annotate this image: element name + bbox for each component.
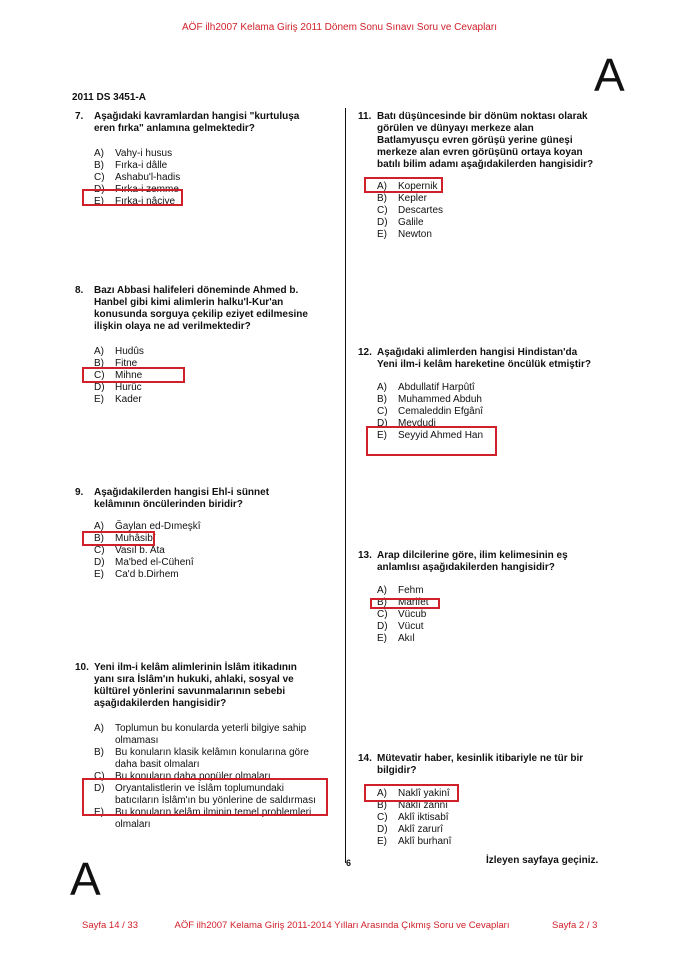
booklet-letter-top: A [594,49,625,101]
question-stem: Batı düşüncesinde bir dönüm noktası olarak görülen ve dünyayı merkeze alan Batlamyusçu evren görüşü yerine güneşi merkeze alan evren görüşünü ortaya koyan batılı bilim adamı aşağıdakilerden hangisidir? [377,111,594,170]
question-number: 14. [358,753,372,764]
correct-answer-box-q12 [366,426,497,456]
correct-answer-box-q8 [82,367,185,383]
option-d[interactable]: D) Oryantalistlerin ve İslâm toplumundaki batıcıların İslâm'ın bu yönlerine de saldırması [94,783,316,806]
option-b[interactable]: B) Bu konuların klasik kelâmın konularına göre daha basit olmaları [94,747,309,770]
footer-right-page: Sayfa 2 / 3 [552,920,598,931]
question-number: 12. [358,347,372,358]
question-stem: Bazı Abbasi halifeleri döneminde Ahmed b. Hanbel gibi kimi alimlerin halku'l-Kur'an konusunda sorguya çekilip eziyet edilmesine ilişkin olaya ne ad verilmektedir? [94,285,308,332]
footer-left-page: Sayfa 14 / 33 [82,920,138,931]
option-a[interactable]: A) Toplumun bu konularda yeterli bilgiye sahip olmaması [94,723,307,746]
question-stem: Yeni ilm-i kelâm alimlerinin İslâm itikadının yanı sıra İslâm'ın hukuki, ahlaki, sosyal ve kültürel yönlerini savunmalarının sebebi aşağıdakilerden hangisidir? [94,662,297,709]
question-number: 13. [358,550,372,561]
option-e[interactable]: E) Bu konuların kelâm ilminin temel problemleri olmaları [94,807,312,830]
correct-answer-box-q7 [82,189,183,206]
question-number: 8. [75,285,84,296]
question-stem: Aşağıdakilerden hangisi Ehl-i sünnet kelâmının öncülerinden biridir? [94,487,270,510]
correct-answer-box-q11 [364,177,443,193]
question-stem: Mütevatir haber, kesinlik itibariyle ne tür bir bilgidir? [377,753,584,776]
document-title: AÖF ilh2007 Kelama Giriş 2011 Dönem Sonu Sınavı Soru ve Cevapları [182,22,497,33]
page-number: 6 [346,858,352,868]
question-stem: Aşağıdaki alimlerden hangisi Hindistan'da Yeni ilm-i kelâm hareketine öncülük etmiştir? [377,347,591,370]
correct-answer-box-q13 [370,598,440,609]
question-number: 10. [75,662,89,673]
question-number: 9. [75,487,84,498]
option-c[interactable]: C) Bu konuların daha popüler olmaları [94,771,271,782]
correct-answer-box-q9 [82,531,155,546]
turn-page-note: İzleyen sayfaya geçiniz. [486,855,599,866]
booklet-letter-bottom: A [70,853,101,905]
correct-answer-box-q14 [364,784,459,802]
footer-center-title: AÖF ilh2007 Kelama Giriş 2011-2014 Yılları Arasında Çıkmış Soru ve Cevapları [174,920,510,931]
question-stem: Aşağıdaki kavramlardan hangisi "kurtuluşa eren fırka" anlamına gelmektedir? [94,111,300,134]
question-stem: Arap dilcilerine göre, ilim kelimesinin eş anlamlısı aşağıdakilerden hangisidir? [377,550,568,573]
column-divider [345,108,346,863]
question-number: 7. [75,111,84,122]
exam-code: 2011 DS 3451-A [72,92,146,103]
question-number: 11. [358,111,372,122]
correct-answer-box-q10 [82,778,328,816]
